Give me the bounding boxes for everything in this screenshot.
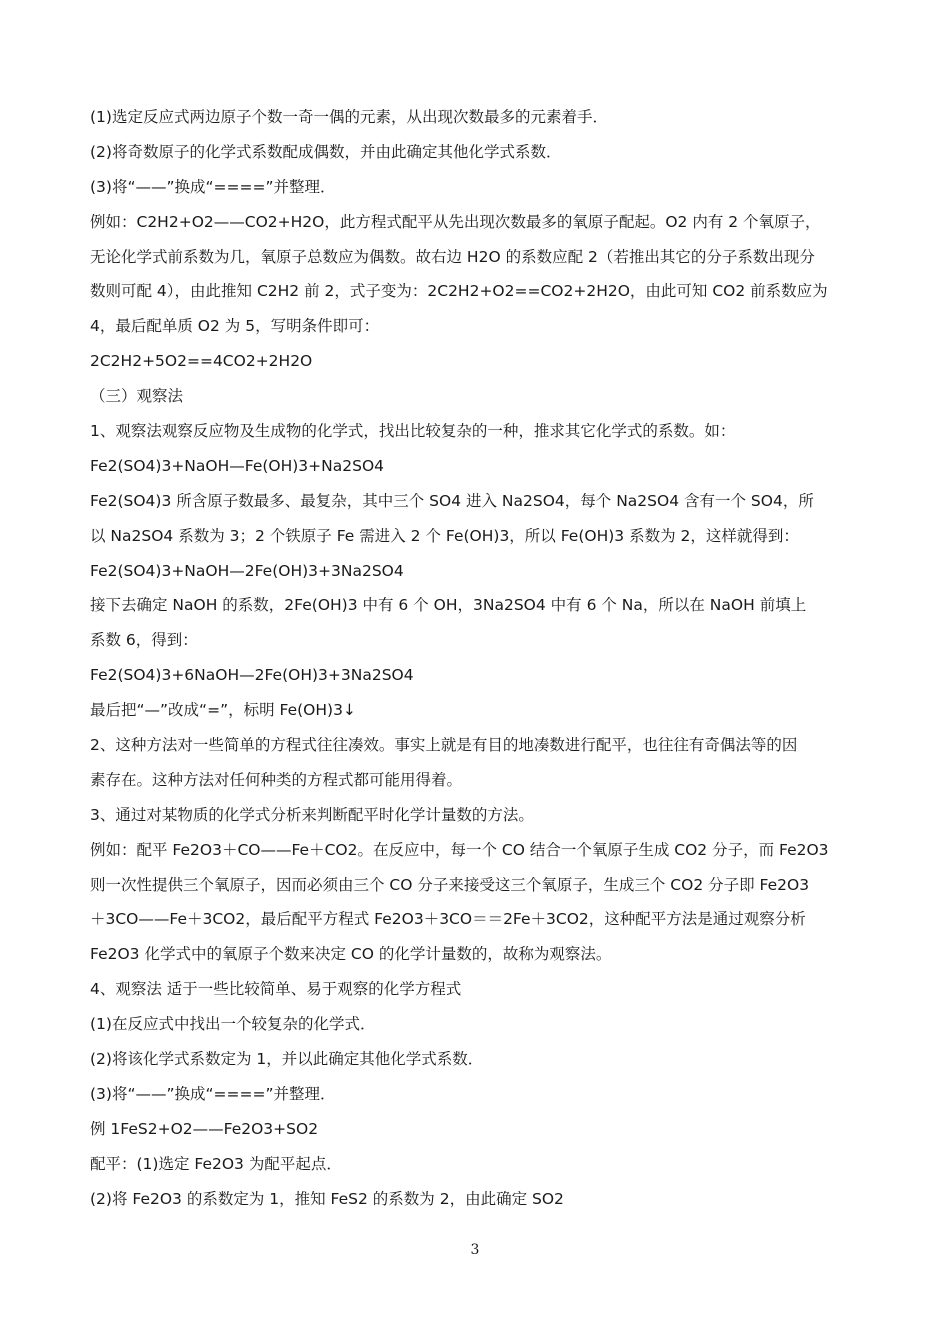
text-line: 配平：(1)选定 Fe2O3 为配平起点． xyxy=(90,1154,342,1173)
text-line: 4、观察法 适于一些比较简单、易于观察的化学方程式 xyxy=(90,980,462,999)
text-line: (2)将 Fe2O3 的系数定为 1，推知 FeS2 的系数为 2，由此确定 SO2 xyxy=(90,1189,564,1208)
document-body xyxy=(90,100,870,1217)
text-line: (2)将该化学式系数定为 1，并以此确定其他化学式系数． xyxy=(90,1050,484,1069)
text-line: Fe2(SO4)3+NaOH—2Fe(OH)3+3Na2SO4 xyxy=(90,561,404,580)
text-line: 1、观察法观察反应物及生成物的化学式，找出比较复杂的一种，推求其它化学式的系数。如： xyxy=(90,422,736,441)
text-line: 4，最后配单质 O2 为 5，写明条件即可： xyxy=(90,317,380,336)
text-line: 无论化学式前系数为几，氧原子总数应为偶数。故右边 H2O 的系数应配 2（若推出其它的分子系数出现分 xyxy=(90,247,815,266)
text-line: 例如：C2H2+O2——CO2+H2O，此方程式配平从先出现次数最多的氧原子配起。O2 内有 2 个氧原子， xyxy=(90,212,821,231)
text-line: 数则可配 4），由此推知 C2H2 前 2，式子变为：2C2H2+O2==CO2+2H2O，由此可知 CO2 前系数应为 xyxy=(90,282,828,301)
text-line: Fe2O3 化学式中的氧原子个数来决定 CO 的化学计量数的，故称为观察法。 xyxy=(90,945,612,964)
text-line: 接下去确定 NaOH 的系数，2Fe(OH)3 中有 6 个 OH，3Na2SO4 中有 6 个 Na，所以在 NaOH 前填上 xyxy=(90,596,807,615)
text-line: (1)选定反应式两边原子个数一奇一偶的元素，从出现次数最多的元素着手． xyxy=(90,108,608,126)
text-line: Fe2(SO4)3+NaOH—Fe(OH)3+Na2SO4 xyxy=(90,456,385,475)
text-line: 则一次性提供三个氧原子，因而必须由三个 CO 分子来接受这三个氧原子，生成三个 CO2 分子即 Fe2O3 xyxy=(90,875,810,894)
text-line: 素存在。这种方法对任何种类的方程式都可能用得着。 xyxy=(90,770,463,789)
text-line: Fe2(SO4)3+6NaOH—2Fe(OH)3+3Na2SO4 xyxy=(90,666,414,685)
text-line: (3)将“——”换成“====”并整理． xyxy=(90,1084,336,1103)
page-number: 3 xyxy=(470,1242,480,1258)
text-line: (2)将奇数原子的化学式系数配成偶数，并由此确定其他化学式系数． xyxy=(90,142,562,161)
text-line: 3、通过对某物质的化学式分析来判断配平时化学计量数的方法。 xyxy=(90,805,534,824)
text-line: 2、这种方法对一些简单的方程式往往凑效。事实上就是有目的地凑数进行配平，也往往有奇偶法等的因 xyxy=(90,736,798,755)
text-line: (1)在反应式中找出一个较复杂的化学式． xyxy=(90,1015,376,1034)
text-line: ＋3CO——Fe＋3CO2，最后配平方程式 Fe2O3＋3CO＝＝2Fe＋3CO2，这种配平方法是通过观察分析 xyxy=(90,910,806,929)
text-line: 例如：配平 Fe2O3＋CO——Fe＋CO2。在反应中，每一个 CO 结合一个氧原子生成 CO2 分子，而 Fe2O3 xyxy=(90,840,829,859)
text-line: 以 Na2SO4 系数为 3；2 个铁原子 Fe 需进入 2 个 Fe(OH)3，所以 Fe(OH)3 系数为 2，这样就得到： xyxy=(90,526,799,545)
text-line: 2C2H2+5O2==4CO2+2H2O xyxy=(90,352,313,371)
text-line: 例 1FeS2+O2——Fe2O3+SO2 xyxy=(90,1119,319,1138)
text-line: Fe2(SO4)3 所含原子数最多、最复杂，其中三个 SO4 进入 Na2SO4，每个 Na2SO4 含有一个 SO4，所 xyxy=(90,491,814,510)
text-line: 最后把“—”改成“=”，标明 Fe(OH)3↓ xyxy=(90,701,356,720)
text-line: 系数 6，得到： xyxy=(90,631,198,650)
text-line: （三）观察法 xyxy=(90,387,184,406)
text-line: (3)将“——”换成“====”并整理． xyxy=(90,177,336,196)
